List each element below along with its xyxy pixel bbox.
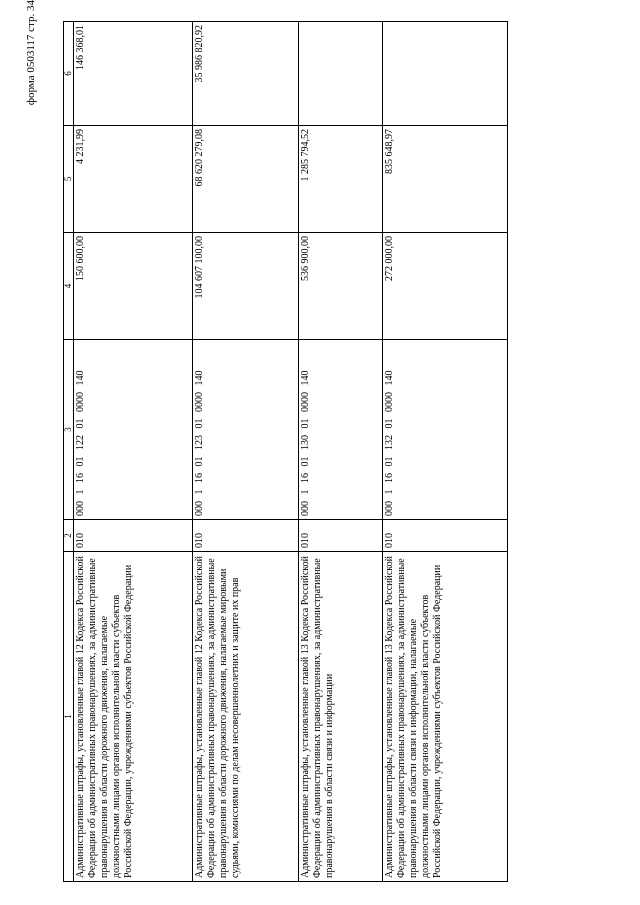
row-name: Административные штрафы, установленные главой 13 Кодекса Российской Федерации об административных правонарушениях, за административные правонарушения в области связи и информации <box>299 552 383 882</box>
approved-amount: 150 600,00 <box>74 233 193 340</box>
executed-amount: 68 620 279,08 <box>193 126 299 233</box>
form-reference: форма 0503117 стр. 34 <box>25 0 37 106</box>
table-row <box>193 22 299 882</box>
income-table <box>63 21 508 882</box>
unexecuted-amount <box>299 22 383 126</box>
row-code: 010 <box>383 520 508 552</box>
table-row <box>299 22 383 882</box>
column-number: 6 <box>64 22 74 126</box>
row-name: Административные штрафы, установленные главой 13 Кодекса Российской Федерации об административных правонарушениях, за административные правонарушения в области связи и информации, налагаемые должностными лицами органов исполнительной власти субъектов Российской Федерации, учреждениями субъектов Российской Федерации <box>383 552 508 882</box>
row-kbk: 000 1 16 01 122 01 0000 140 <box>74 340 193 520</box>
row-code: 010 <box>74 520 193 552</box>
approved-amount: 536 900,00 <box>299 233 383 340</box>
table-row <box>74 22 193 882</box>
row-code: 010 <box>193 520 299 552</box>
executed-amount: 1 285 794,52 <box>299 126 383 233</box>
row-kbk: 000 1 16 01 123 01 0000 140 <box>193 340 299 520</box>
column-number: 3 <box>64 340 74 520</box>
unexecuted-amount: 146 368,01 <box>74 22 193 126</box>
report-table-rotated <box>63 22 506 882</box>
column-number: 4 <box>64 233 74 340</box>
executed-amount: 835 648,97 <box>383 126 508 233</box>
row-code: 010 <box>299 520 383 552</box>
column-number: 2 <box>64 520 74 552</box>
row-kbk: 000 1 16 01 132 01 0000 140 <box>383 340 508 520</box>
approved-amount: 272 000,00 <box>383 233 508 340</box>
approved-amount: 104 607 100,00 <box>193 233 299 340</box>
unexecuted-amount <box>383 22 508 126</box>
column-number-row <box>64 22 74 882</box>
column-number: 5 <box>64 126 74 233</box>
column-number: 1 <box>64 552 74 882</box>
row-name: Административные штрафы, установленные главой 12 Кодекса Российской Федерации об административных правонарушениях, за административные правонарушения в области дорожного движения, налагаемые должностными лицами органов исполнительной власти субъектов Российской Федерации, учреждениями субъектов Российской Федерации <box>74 552 193 882</box>
row-kbk: 000 1 16 01 130 01 0000 140 <box>299 340 383 520</box>
unexecuted-amount: 35 986 820,92 <box>193 22 299 126</box>
table-row <box>383 22 508 882</box>
executed-amount: 4 231,99 <box>74 126 193 233</box>
row-name: Административные штрафы, установленные главой 12 Кодекса Российской Федерации об административных правонарушениях, за административные правонарушения в области дорожного движения, налагаемые мировыми судьями, комиссиями по делам несовершеннолетних и защите их прав <box>193 552 299 882</box>
